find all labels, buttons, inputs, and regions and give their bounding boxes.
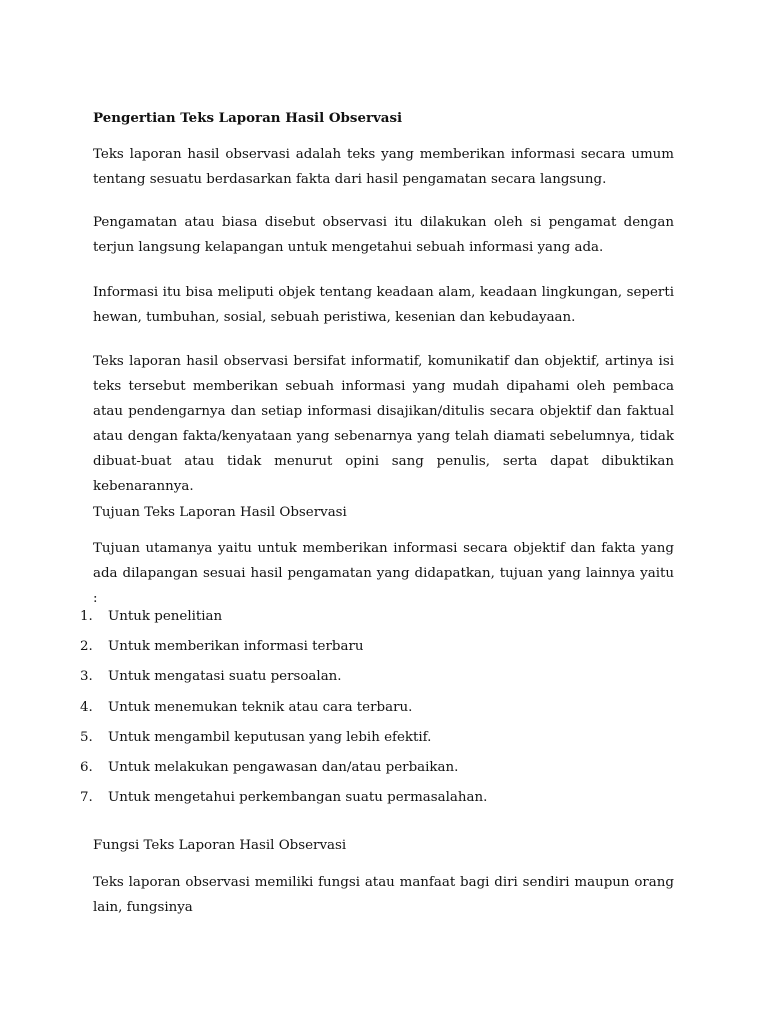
paragraph-information-scope: Informasi itu bisa meliputi objek tentang keadaan alam, keadaan lingkungan, seperti hewan, tumbuhan, sosial, sebuah peristiwa, kesenian dan kebudayaan. <box>93 285 674 325</box>
list-item-number: 7. <box>80 790 93 806</box>
list-item <box>80 637 487 667</box>
paragraph-definition: Teks laporan hasil observasi adalah teks yang memberikan informasi secara umum tentang sesuatu berdasarkan fakta dari hasil pengamatan secara langsung. <box>93 147 674 187</box>
list-item-number: 4. <box>80 699 93 715</box>
list-item-number: 5. <box>80 729 93 745</box>
list-item <box>80 758 487 788</box>
heading-fungsi: Fungsi Teks Laporan Hasil Observasi <box>93 838 347 853</box>
paragraph-characteristics: Teks laporan hasil observasi bersifat informatif, komunikatif dan objektif, artinya isi teks tersebut memberikan sebuah informasi yang mudah dipahami oleh pembaca atau pendengarnya dan setiap informasi disajikan/ditulis secara objektif dan faktual atau dengan fakta/kenyataan yang sebenarnya yang telah diamati sebelumnya, tidak dibuat-buat atau tidak menurut opini sang penulis, serta dapat dibuktikan kebenarannya. <box>93 354 674 494</box>
paragraph-observation: Pengamatan atau biasa disebut observasi itu dilakukan oleh si pengamat dengan terjun langsung kelapangan untuk mengetahui sebuah informasi yang ada. <box>93 215 674 255</box>
list-item-text: Untuk mengambil keputusan yang lebih efektif. <box>108 729 432 745</box>
list-item <box>80 667 487 697</box>
list-item <box>80 788 487 818</box>
list-item-text: Untuk melakukan pengawasan dan/atau perbaikan. <box>108 759 459 775</box>
heading-pengertian: Pengertian Teks Laporan Hasil Observasi <box>93 110 403 126</box>
list-item-number: 1. <box>80 609 93 624</box>
list-item <box>80 728 487 758</box>
list-item-text: Untuk memberikan informasi terbaru <box>108 639 364 655</box>
list-item <box>80 607 487 637</box>
list-item-number: 2. <box>80 639 93 655</box>
list-item-text: Untuk mengetahui perkembangan suatu permasalahan. <box>108 790 488 806</box>
purpose-list <box>80 607 487 818</box>
heading-tujuan: Tujuan Teks Laporan Hasil Observasi <box>93 505 347 520</box>
list-item-text: Untuk menemukan teknik atau cara terbaru. <box>108 699 413 715</box>
list-item-text: Untuk penelitian <box>108 609 223 624</box>
list-item-number: 6. <box>80 759 93 775</box>
paragraph-purpose: Tujuan utamanya yaitu untuk memberikan informasi secara objektif dan fakta yang ada dilapangan sesuai hasil pengamatan yang didapatkan, tujuan yang lainnya yaitu : <box>93 541 674 606</box>
list-item-number: 3. <box>80 669 93 685</box>
list-item-text: Untuk mengatasi suatu persoalan. <box>108 669 342 685</box>
list-item <box>80 698 487 728</box>
paragraph-function: Teks laporan observasi memiliki fungsi atau manfaat bagi diri sendiri maupun orang lain, fungsinya <box>93 875 674 915</box>
